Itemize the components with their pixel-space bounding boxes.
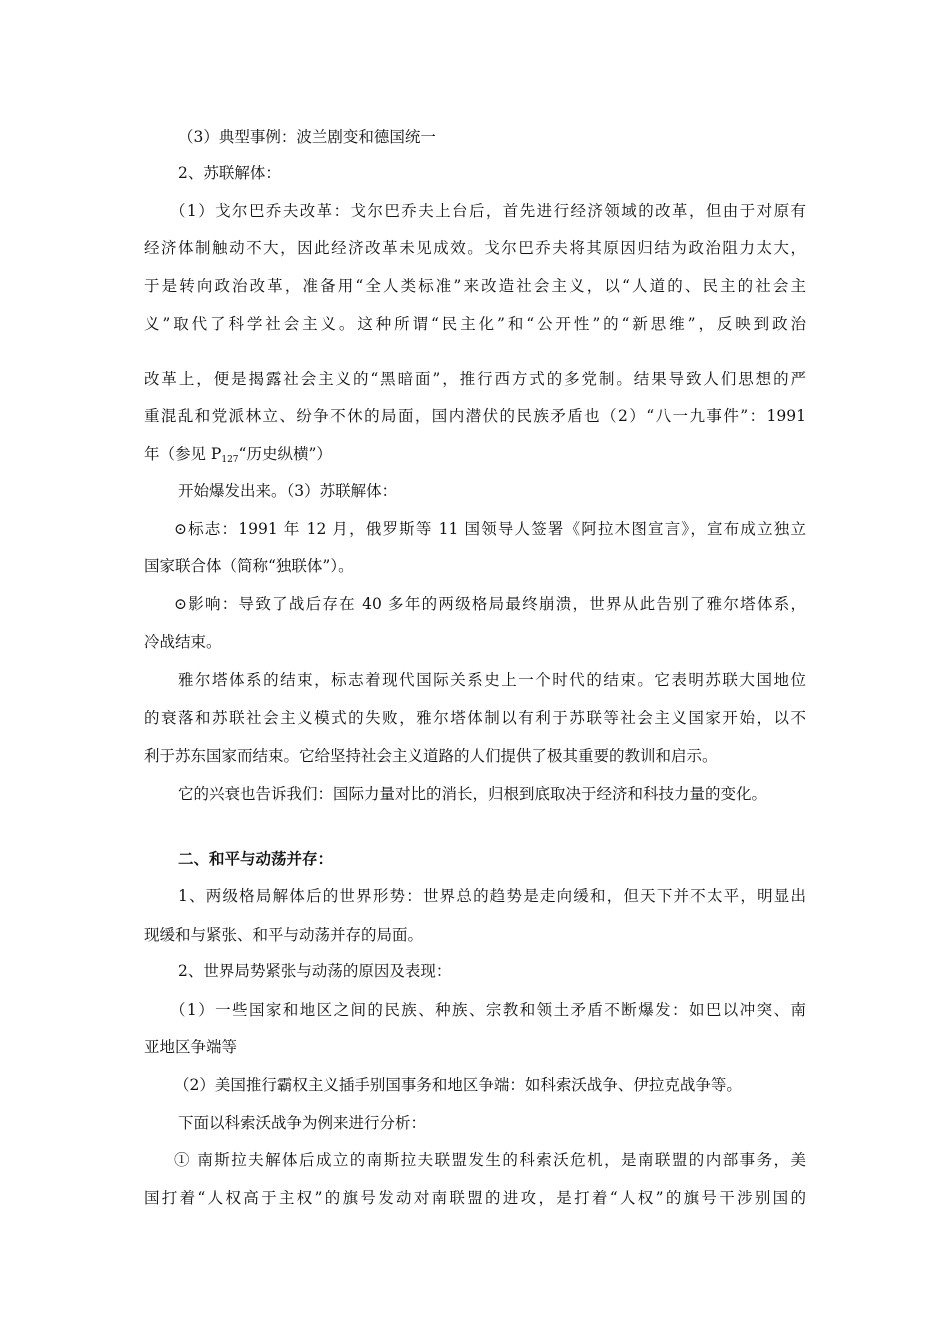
text-line: 现缓和与紧张、和平与动荡并存的局面。 [144, 926, 424, 944]
text-line: 亚地区争端等 [144, 1038, 238, 1056]
section-heading: 二、和平与动荡并存： [178, 850, 334, 868]
text-line: 义”取代了科学社会主义。这种所谓“民主化”和“公开性”的“新思维”，反映到政治 [144, 315, 806, 333]
text-fragment: 年（参见 P [144, 445, 222, 463]
text-line: 国打着“人权高于主权”的旗号发动对南联盟的进攻，是打着“人权”的旗号干涉别国的 [144, 1189, 806, 1207]
text-line: 重混乱和党派林立、纷争不休的局面，国内潜伏的民族矛盾也（2）“八一九事件”：1991 [144, 407, 806, 425]
text-line: ⊙影响：导致了战后存在 40 多年的两级格局最终崩溃，世界从此告别了雅尔塔体系， [174, 595, 806, 613]
text-line: 国家联合体（简称“独联体”）。 [144, 557, 354, 575]
text-line: 2、世界局势紧张与动荡的原因及表现： [178, 962, 452, 980]
text-line: （1）戈尔巴乔夫改革：戈尔巴乔夫上台后，首先进行经济领域的改革，但由于对原有 [170, 202, 806, 220]
text-line: （3）典型事例：波兰剧变和德国统一 [178, 128, 436, 146]
text-line: 利于苏东国家而结束。它给坚持社会主义道路的人们提供了极其重要的教训和启示。 [144, 747, 718, 765]
page-subscript: 127 [221, 455, 239, 465]
text-line: 开始爆发出来。（3）苏联解体： [178, 482, 398, 500]
text-line: 经济体制触动不大，因此经济改革未见成效。戈尔巴乔夫将其原因归结为政治阻力太大， [144, 239, 806, 257]
text-line: 于是转向政治改革，准备用“全人类标准”来改造社会主义，以“人道的、民主的社会主 [144, 277, 806, 295]
text-line: ① 南斯拉夫解体后成立的南斯拉夫联盟发生的科索沃危机，是南联盟的内部事务，美 [174, 1151, 806, 1169]
text-line: 下面以科索沃战争为例来进行分析： [178, 1114, 427, 1132]
text-line: （2）美国推行霸权主义插手别国事务和地区争端：如科索沃战争、伊拉克战争等。 [174, 1076, 742, 1094]
text-line: 它的兴衰也告诉我们：国际力量对比的消长，归根到底取决于经济和科技力量的变化。 [178, 785, 768, 803]
text-fragment: “历史纵横”） [238, 445, 332, 463]
text-line: 改革上，便是揭露社会主义的“黑暗面”，推行西方式的多党制。结果导致人们思想的严 [144, 370, 806, 388]
section-heading: 2、苏联解体： [178, 164, 281, 182]
text-line: 雅尔塔体系的结束，标志着现代国际关系史上一个时代的结束。它表明苏联大国地位 [178, 671, 806, 689]
text-line: ⊙标志：1991 年 12 月，俄罗斯等 11 国领导人签署《阿拉木图宣言》，宣布成立独立 [174, 520, 806, 538]
text-line: （1）一些国家和地区之间的民族、种族、宗教和领土矛盾不断爆发：如巴以冲突、南 [170, 1001, 806, 1019]
text-line: 1、两级格局解体后的世界形势：世界总的趋势是走向缓和，但天下并不太平，明显出 [178, 887, 806, 905]
text-line: 冷战结束。 [144, 633, 222, 651]
text-line: 的衰落和苏联社会主义模式的失败，雅尔塔体制以有利于苏联等社会主义国家开始，以不 [144, 709, 806, 727]
text-line [144, 444, 332, 467]
